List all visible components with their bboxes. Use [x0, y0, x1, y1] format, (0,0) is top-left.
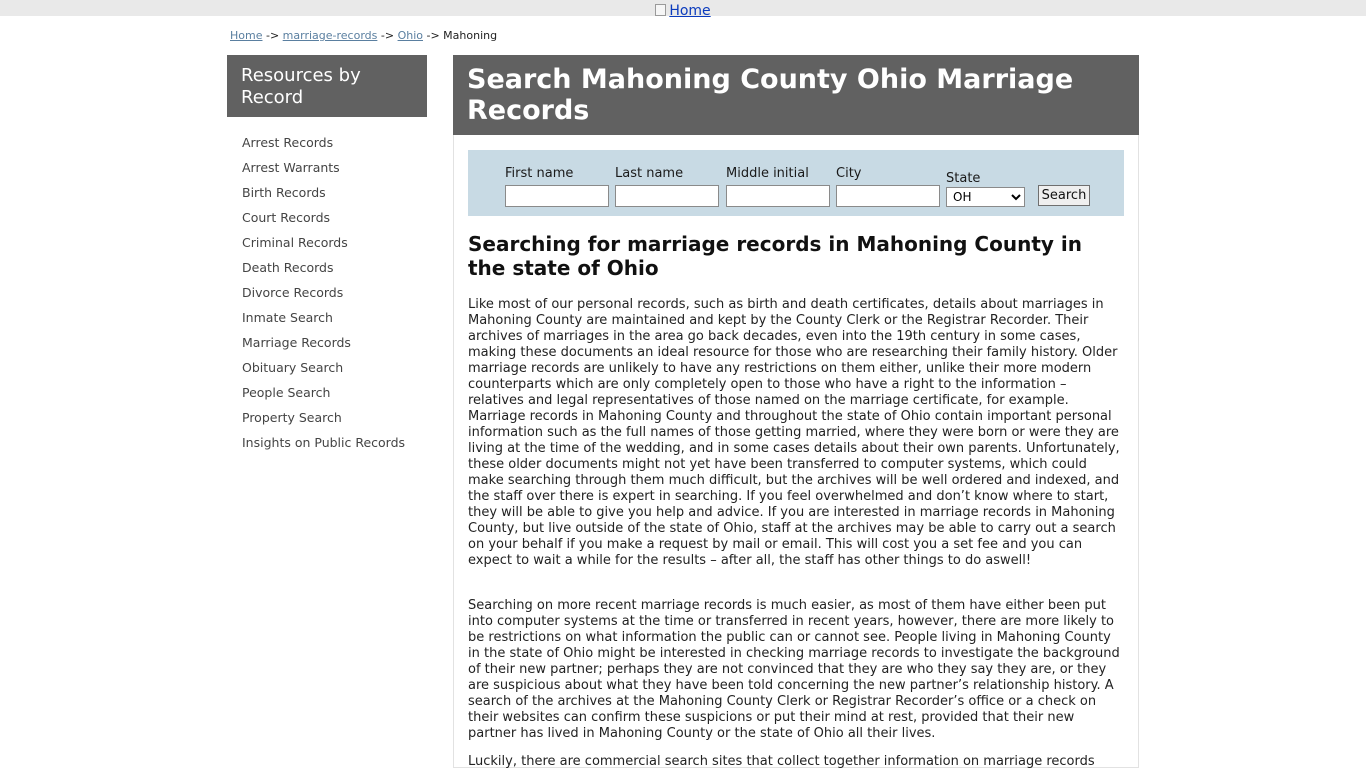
- breadcrumb-home-link[interactable]: Home: [230, 29, 263, 42]
- article-paragraph: Like most of our personal records, such as birth and death certificates, details about marriages in Mahoning County are maintained and kept by the County Clerk or the Registrar Recorder. Their archives of marriages in the area go back decades, even into the 19th century in some cases, making these documents an ideal resource for those who are researching their family history. Older marriage records are unlikely to have any restrictions on them either, unlike their more modern counterparts which are only completely open to those who have a right to the information – relatives and legal representatives of those named on the marriage certificate, for example. Marriage records in Mahoning County and throughout the state of Ohio contain important personal information such as the full names of those getting married, where they were born or were they are living at the time of the wedding, and in some cases details about their own parents. Unfortunately, these older documents might not yet have been transferred to computer systems, which could make searching through them much difficult, but the archives will be well ordered and indexed, and the staff over there is expert in searching. If you feel overwhelmed and don’t know where to start, they will be able to give you help and advice. If you are interested in marriage records in Mahoning County, but live outside of the state of Ohio, staff at the archives may be able to carry out a search on your behalf if you make a request by mail or email. This will cost you a set fee and you can expect to wait a while for the results – after all, the staff has other things to do aswell!: [468, 297, 1120, 568]
- last-name-group: [615, 166, 719, 207]
- state-label: State: [946, 171, 981, 186]
- middle-initial-group: [726, 166, 830, 207]
- first-name-group: [505, 166, 609, 207]
- sidebar-item-marriage-records[interactable]: Marriage Records: [242, 335, 351, 350]
- sidebar-item-property-search[interactable]: Property Search: [242, 410, 342, 425]
- city-label: City: [836, 166, 862, 181]
- state-group: [946, 171, 1025, 207]
- first-name-label: First name: [505, 166, 574, 181]
- first-name-input[interactable]: [505, 185, 609, 207]
- city-group: [836, 166, 940, 207]
- broken-image-icon: [655, 4, 666, 16]
- sidebar-item-arrest-records[interactable]: Arrest Records: [242, 135, 334, 150]
- breadcrumb: [230, 29, 497, 43]
- sidebar-item-birth-records[interactable]: Birth Records: [242, 185, 326, 200]
- state-select[interactable]: [946, 187, 1025, 207]
- sidebar-item-inmate-search[interactable]: Inmate Search: [242, 310, 333, 325]
- top-banner: [0, 0, 1366, 19]
- sidebar-item-obituary-search[interactable]: Obituary Search: [242, 360, 344, 375]
- home-banner-link[interactable]: [655, 3, 710, 19]
- last-name-label: Last name: [615, 166, 684, 181]
- article-heading: Searching for marriage records in Mahoning County in the state of Ohio: [468, 232, 1082, 280]
- sidebar-item-death-records[interactable]: Death Records: [242, 260, 334, 275]
- breadcrumb-separator: ->: [380, 29, 395, 42]
- sidebar-title: Resources by Record: [227, 55, 427, 117]
- last-name-input[interactable]: [615, 185, 719, 207]
- sidebar-item-criminal-records[interactable]: Criminal Records: [242, 235, 348, 250]
- breadcrumb-separator: ->: [426, 29, 440, 42]
- sidebar-item-court-records[interactable]: Court Records: [242, 210, 331, 225]
- middle-initial-input[interactable]: [726, 185, 830, 207]
- breadcrumb-ohio-link[interactable]: Ohio: [397, 29, 423, 42]
- home-banner-alt-text: Home: [669, 3, 711, 19]
- sidebar-item-divorce-records[interactable]: Divorce Records: [242, 285, 344, 300]
- breadcrumb-current: Mahoning: [443, 29, 498, 42]
- page-title: Search Mahoning County Ohio Marriage Records: [453, 55, 1139, 135]
- breadcrumb-marriage-records-link[interactable]: marriage-records: [282, 29, 378, 42]
- middle-initial-label: Middle initial: [726, 166, 809, 181]
- sidebar-nav: [242, 134, 405, 459]
- sidebar-item-insights-on-public-records[interactable]: Insights on Public Records: [242, 435, 406, 450]
- city-input[interactable]: [836, 185, 940, 207]
- sidebar-item-arrest-warrants[interactable]: Arrest Warrants: [242, 160, 340, 175]
- article-paragraph: Luckily, there are commercial search sites that collect together information on marriage records: [468, 754, 1095, 769]
- search-button[interactable]: Search: [1038, 185, 1090, 206]
- article-paragraph: Searching on more recent marriage records is much easier, as most of them have either been put into computer systems at the time or transferred in recent years, however, there are more likely to be restrictions on what information the public can or cannot see. People living in Mahoning County in the state of Ohio might be interested in checking marriage records to investigate the background of their new partner; perhaps they are not convinced that they are who they say they are, or they are suspicious about what they have been told concerning the new partner’s relationship history. A search of the archives at the Mahoning County Clerk or Registrar Recorder’s office or a check on their websites can confirm these suspicions or put their mind at rest, provided that their new partner has lived in Mahoning County or the state of Ohio all their lives.: [468, 598, 1120, 741]
- sidebar-item-people-search[interactable]: People Search: [242, 385, 331, 400]
- search-form: [468, 150, 1124, 216]
- breadcrumb-separator: ->: [265, 29, 280, 42]
